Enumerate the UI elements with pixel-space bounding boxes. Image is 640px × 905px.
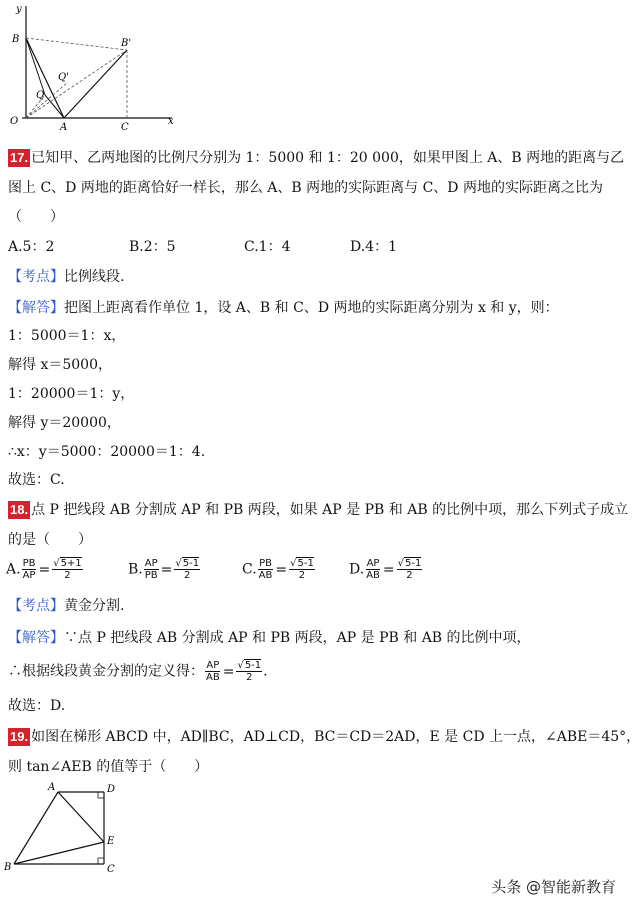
figure-coordinate-diagram bbox=[0, 0, 190, 135]
q18-option-c: C. $\frac{PB}{AB}$ = $\frac{√5-1}{2}$ bbox=[242, 558, 314, 581]
q17-kaodian: 【考点】比例线段. bbox=[8, 269, 125, 285]
q18-number: 18. bbox=[10, 502, 29, 517]
label-b: B bbox=[12, 34, 20, 45]
watermark-text: 头条 @智能新教育 bbox=[491, 878, 616, 896]
q18-step: ∴根据线段黄金分割的定义得： $\frac{AP}{AB}$ = $\frac{√5-1}{2}$ . bbox=[8, 660, 268, 683]
q17-option-c: C.1：4 bbox=[244, 239, 291, 255]
label-e: E bbox=[107, 836, 115, 847]
label-o: O bbox=[10, 116, 19, 127]
q19-stem-line2: 则 tan∠AEB 的值等于（ ） bbox=[8, 759, 209, 775]
q18-jieda: 【解答】∵点 P 把线段 AB 分割成 AP 和 PB 两段，AP 是 PB 和 AB 的比例中项， bbox=[8, 630, 531, 646]
q17-answer: 故选：C. bbox=[8, 472, 65, 488]
label-b: B bbox=[4, 862, 12, 873]
label-c: C bbox=[121, 122, 129, 133]
q17-option-b: B.2：5 bbox=[129, 239, 176, 255]
q17-stem-line1: 17. 已知甲、乙两地图的比例尺分别为 1：5000 和 1：20 000，如果甲图上 A、B 两地的距离与乙 bbox=[10, 150, 625, 166]
q17-number: 17. bbox=[10, 150, 29, 165]
q17-paren: （ ） bbox=[8, 209, 64, 225]
q17-jieda: 【解答】把图上距离看作单位 1，设 A、B 和 C、D 两地的实际距离分别为 x 和 y，则： bbox=[8, 300, 559, 316]
label-b-prime: B' bbox=[121, 38, 132, 49]
q19-stem-line1: 19. 如图在梯形 ABCD 中，AD∥BC，AD⊥CD，BC＝CD＝2AD，E 是 CD 上一点，∠ABE＝45°， bbox=[10, 729, 640, 745]
label-d: D bbox=[107, 784, 116, 795]
q17-step: 解得 y＝20000， bbox=[8, 415, 121, 431]
label-x: x bbox=[168, 116, 174, 127]
q18-stem-line1: 18. 点 P 把线段 AB 分割成 AP 和 PB 两段，如果 AP 是 PB 和 AB 的比例中项，那么下列式子成立 bbox=[10, 502, 629, 518]
figure-trapezoid bbox=[0, 778, 130, 878]
q17-step: 解得 x＝5000， bbox=[8, 357, 112, 373]
q17-step: 1：5000＝1：x， bbox=[8, 328, 126, 344]
label-a: A bbox=[48, 782, 56, 793]
q18-option-a: A. $\frac{PB}{AP}$ = $\frac{√5+1}{2}$ bbox=[6, 558, 82, 581]
label-y: y bbox=[16, 4, 22, 15]
q17-step: ∴x：y＝5000：20000＝1：4. bbox=[8, 444, 206, 460]
q18-option-b: B. $\frac{AP}{PB}$ = $\frac{√5-1}{2}$ bbox=[128, 558, 200, 581]
q18-kaodian: 【考点】黄金分割. bbox=[8, 598, 125, 614]
q17-stem-line2: 图上 C、D 两地的距离恰好一样长，那么 A、B 两地的实际距离与 C、D 两地的实际距离之比为 bbox=[8, 180, 603, 196]
label-a: A bbox=[60, 122, 68, 133]
q18-stem-line2: 的是（ ） bbox=[8, 532, 92, 548]
label-c: C bbox=[107, 864, 115, 875]
label-q: Q bbox=[36, 90, 45, 101]
q17-option-d: D.4：1 bbox=[350, 239, 397, 255]
q18-option-d: D. $\frac{AP}{AB}$ = $\frac{√5-1}{2}$ bbox=[349, 558, 422, 581]
label-q-prime: Q' bbox=[58, 72, 69, 83]
q17-option-a: A.5：2 bbox=[8, 239, 55, 255]
q19-number: 19. bbox=[10, 729, 29, 744]
q18-answer: 故选：D. bbox=[8, 698, 66, 714]
q17-step: 1：20000＝1：y， bbox=[8, 386, 135, 402]
